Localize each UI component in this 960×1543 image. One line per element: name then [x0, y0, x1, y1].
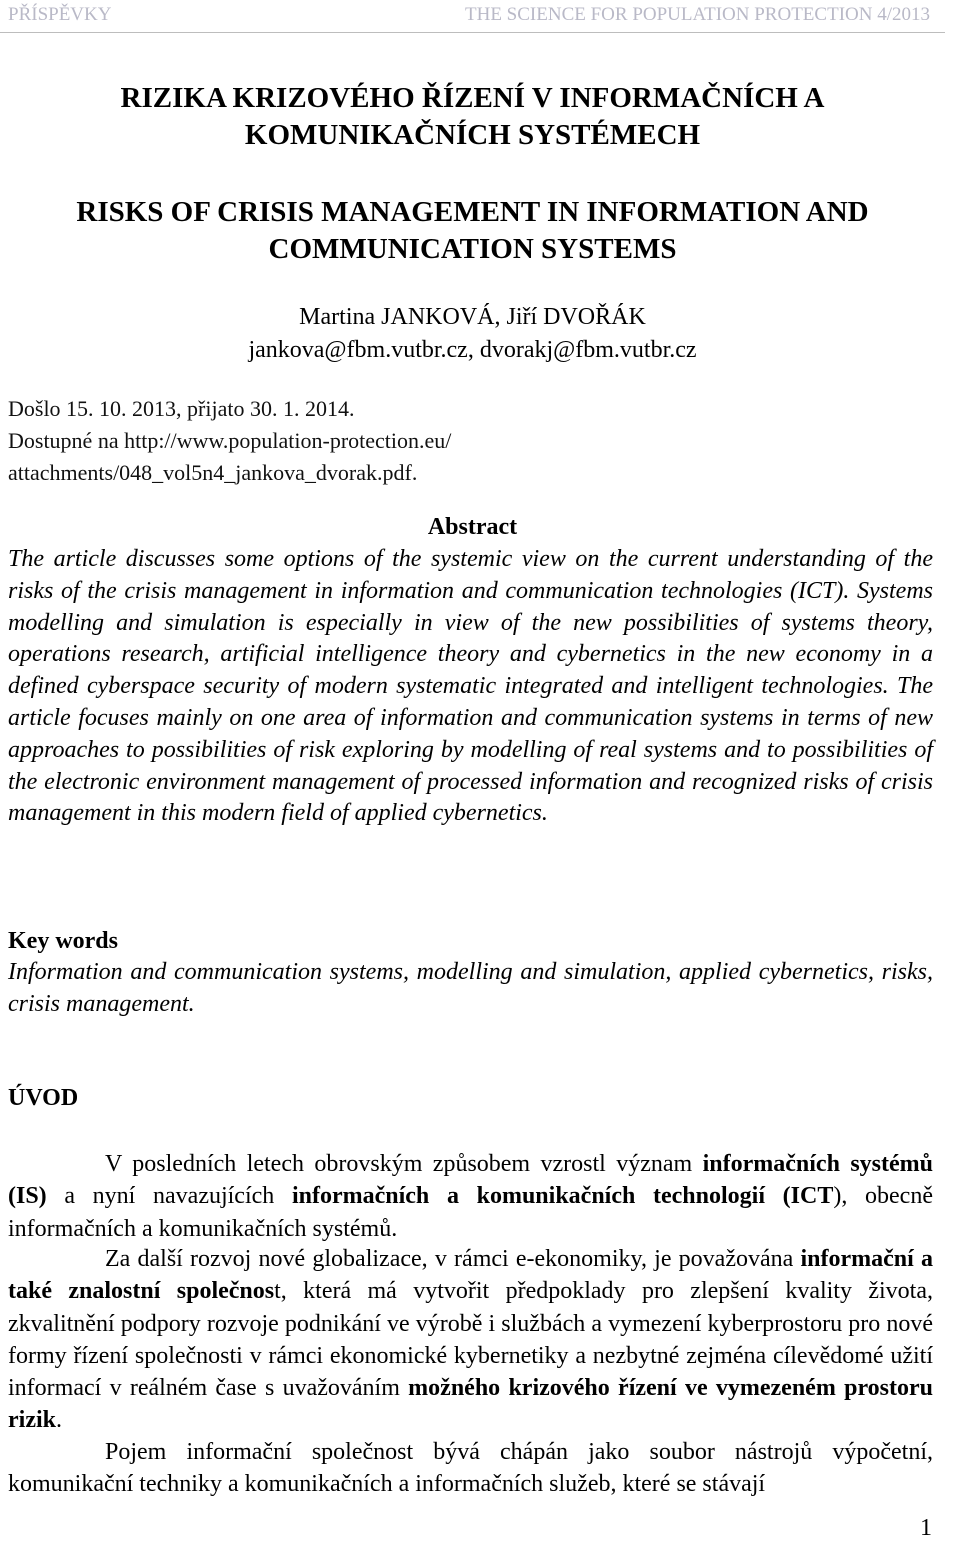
abstract-text: The article discusses some options of the systemic view on the current understanding of the risks of the crisis management in information and communication technologies (ICT). Systems modelling and simulation is especially in view of the new possibilities of systems theory, operations research, artificial intelligence theory and cybernetics in the new economy in a defined cyberspace security of modern systematic integrated and intelligent technologies. The article focuses mainly on one area of information and communication systems in terms of new approaches to possibilities of risk exploring by modelling of real systems and to possibilities of the electronic environment management of processed information and recognized risks of crisis management in this modern field of applied cybernetics. — [8, 546, 933, 827]
availability-line-2[interactable]: attachments/048_vol5n4_jankova_dvorak.pdf. — [8, 460, 418, 485]
p2-text-e: . — [56, 1407, 62, 1434]
running-header — [8, 4, 930, 28]
authors: Martina JANKOVÁ, Jiří DVOŘÁK — [299, 304, 646, 330]
p1-text-e: ), obecně informačních a komunikačních systémů. — [8, 1183, 933, 1242]
section-heading-uvod: ÚVOD — [8, 1085, 79, 1111]
title-czech-line-1: RIZIKA KRIZOVÉHO ŘÍZENÍ V INFORMAČNÍCH A — [120, 82, 825, 114]
p2-bold-society: informační a také znalostní společnos — [8, 1246, 933, 1305]
p1-text-c: a nyní navazujících — [46, 1183, 292, 1210]
abstract-heading: Abstract — [427, 514, 518, 540]
intro-paragraph-1 — [8, 1148, 933, 1245]
p2-bold-crisis: možného krizového řízení ve vymezeném prostoru rizik — [8, 1375, 933, 1434]
availability-line-1[interactable]: Dostupné na http://www.population-protection.eu/ — [8, 428, 452, 453]
header-divider — [0, 32, 945, 33]
intro-paragraph-2 — [8, 1243, 933, 1437]
header-journal-name: THE SCIENCE FOR POPULATION PROTECTION 4/2013 — [465, 4, 930, 25]
received-date: Došlo 15. 10. 2013, přijato 30. 1. 2014. — [8, 396, 355, 421]
p3-text: Pojem informační společnost bývá chápán jako soubor nástrojů výpočetní, komunikační techniky a komunikačních a informačních služeb, které se stávají — [8, 1439, 933, 1498]
intro-paragraph-3 — [8, 1436, 933, 1501]
keywords-heading: Key words — [8, 928, 118, 954]
p1-bold-is: informačních systémů (IS) — [8, 1151, 933, 1210]
p2-text-c: t, která má vytvořit předpoklady pro zlepšení kvality života, zkvalitnění podpory rozvoje podnikání ve výrobě i službách a vymezení kyberprostoru pro nové formy řízení společnosti v rámci ekonomické kybernetiky a nezbytné zejména cílevědomé užití informací v reálném čase s uvažováním — [8, 1278, 933, 1402]
keywords-text: Information and communication systems, modelling and simulation, applied cybernetics, risks, crisis management. — [8, 959, 933, 1017]
p1-text-a: V posledních letech obrovským způsobem vzrostl význam — [105, 1151, 703, 1177]
title-english-line-1: RISKS OF CRISIS MANAGEMENT IN INFORMATION AND — [76, 196, 869, 228]
p1-bold-ict: informačních a komunikačních technologií (ICT — [291, 1183, 834, 1210]
p2-text-a: Za další rozvoj nové globalizace, v rámci e-ekonomiky, je považována — [105, 1246, 801, 1272]
title-english-line-2: COMMUNICATION SYSTEMS — [268, 233, 677, 265]
author-emails[interactable]: jankova@fbm.vutbr.cz, dvorakj@fbm.vutbr.cz — [248, 337, 697, 363]
page-number: 1 — [920, 1515, 932, 1541]
title-czech-line-2: KOMUNIKAČNÍCH SYSTÉMECH — [244, 119, 701, 151]
header-section-label: PŘÍSPĚVKY — [8, 4, 112, 25]
